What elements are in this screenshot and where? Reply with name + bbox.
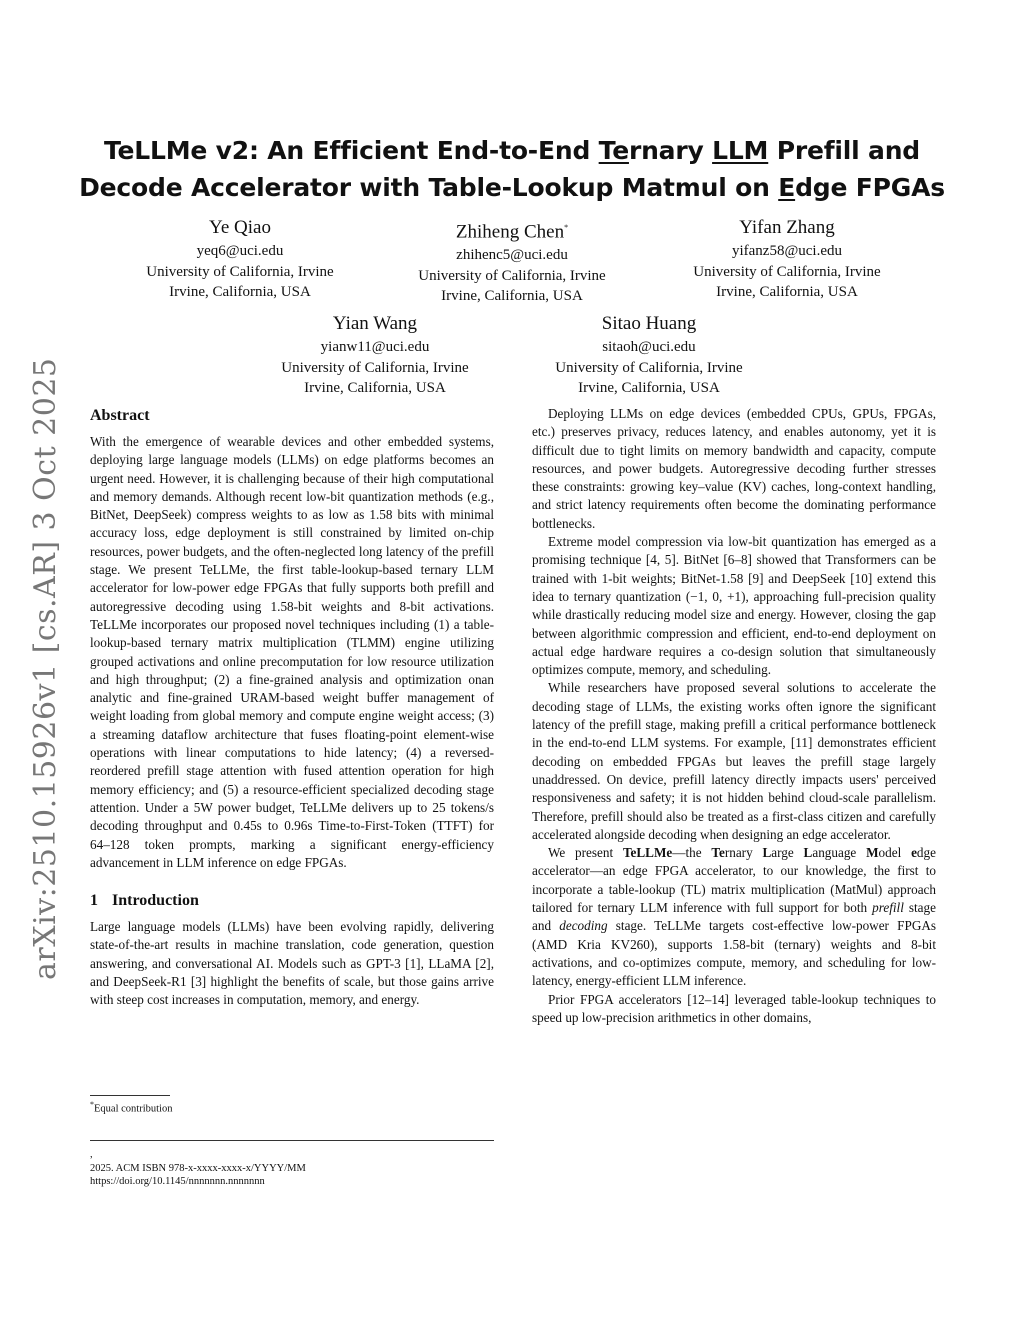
arxiv-stamp: arXiv:2510.15926v1 [cs.AR] 3 Oct 2025 [28, 357, 63, 980]
title-underline-e: E [778, 173, 796, 202]
author-affiliation: University of California, Irvine [146, 263, 334, 280]
footer-rule [90, 1140, 494, 1141]
acm-isbn: 2025. ACM ISBN 978-x-xxxx-xxxx-x/YYYY/MM [90, 1162, 306, 1174]
author-name: Yian Wang [332, 313, 418, 334]
author-location: Irvine, California, USA [441, 288, 583, 305]
author-block [225, 311, 525, 399]
body-paragraph: Prior FPGA accelerators [12–14] leveraged table-lookup techniques to speed up low-precision arithmetics in other domains, [532, 991, 936, 1025]
intro-paragraph: Large language models (LLMs) have been evolving rapidly, delivering state-of-the-art results in machine translation, code generation, question answering, and conversational AI. Models such as GPT-3 [1], LLaMA [2], and DeepSeek-R1 [3] highlight the benefits of scale, but those gains arrive with steep cost increases in computation, memory, and energy. [90, 919, 494, 1008]
body-paragraph: Extreme model compression via low-bit quantization has emerged as a promising technique [4, 5]. BitNet [6–8] showed that Transformers can be trained with 1-bit weights; BitNet-1.58 [9] and DeepSeek [10] extend this idea to ternary quantization (−1, 0, +1), approaching full-precision quality while drastically reducing model size and energy. However, closing the gap between algorithmic compression and efficient, end-to-end deployment on actual edge hardware requires a co-design solution that simultaneously optimizes compute, memory, and scheduling. [532, 534, 936, 678]
author-block [362, 215, 662, 307]
author-affiliation: University of California, Irvine [281, 359, 469, 376]
right-column [532, 405, 936, 1027]
acm-footer [90, 1148, 306, 1189]
title-underline-llm: LLM [712, 136, 769, 165]
author-location: Irvine, California, USA [716, 284, 858, 300]
author-email: yeq6@uci.edu [196, 243, 284, 259]
author-location: Irvine, California, USA [304, 380, 446, 396]
abstract-heading: Abstract [90, 407, 150, 424]
body-paragraph: Deploying LLMs on edge devices (embedded CPUs, GPUs, FPGAs, etc.) preserves privacy, reduces latency, and enables autonomy, yet it is difficult due to tight limits on memory bandwidth and capacity, compute resources, and power budgets. Autoregressive decoding further stresses these constraints: growing key–value (KV) caches, long-context handling, and strict latency requirements often become the dominating performance bottlenecks. [532, 406, 936, 531]
author-block [499, 311, 799, 399]
author-location: Irvine, California, USA [578, 380, 720, 396]
section-heading-introduction: 1 Introduction [90, 892, 199, 910]
footer-comma: , [90, 1149, 93, 1160]
paper-title: TeLLMe v2: An Efficient End-to-End Ternary LLM Prefill and Decode Accelerator with Table-Lookup Matmul on Edge FPGAs [79, 136, 945, 202]
author-name: Zhiheng Chen* [455, 221, 569, 243]
abstract-text: With the emergence of wearable devices and other embedded systems, deploying large language models (LLMs) on edge platforms becomes an urgent need. However, it is challenging because of their high computational and memory demands. Although recent low-bit quantization methods (e.g., BitNet, DeepSeek) compress weights to as low as 1.58 bits with minimal accuracy loss, edge deployment is still constrained by limited on-chip resources, power budgets, and the often-neglected long latency of the prefill stage. We present TeLLMe, the first table-lookup-based ternary LLM accelerator for low-power edge FPGAs that fully supports both prefill and autoregressive decoding using 1.58-bit weights and 8-bit activations. TeLLMe incorporates our proposed novel techniques including (1) a table-lookup-based ternary matrix multiplication (TLMM) engine utilizing grouped activations and online precomputation for low resource utilization and high throughput; (2) a fine-grained analysis and optimization onan analytic and fine-grained URAM-based weight buffer management of weight loading from global memory and compute engine weight access; (3) a streaming dataflow architecture that fuses floating-point element-wise operations with linear computations to hide latency; (4) a reversed-reordered prefill stage attention with fused attention operation for high memory efficiency; and (5) a resource-efficient specialized decoding stage attention. Under a 5W power budget, TeLLMe delivers up to 25 tokens/s decoding throughput and 0.45s to 0.96s Time-to-First-Token (TTFT) for 64–128 token prompts, marking a significant energy-efficiency advancement in LLM inference on edge FPGAs. [90, 434, 494, 870]
footnote: *Equal contribution [90, 1100, 173, 1115]
left-column [90, 405, 494, 1010]
body-paragraph: While researchers have proposed several solutions to accelerate the decoding stage of LLMs, the existing works often ignore the significant latency of the prefill stage, making prefill a critical performance bottleneck in the end-to-end LLM systems. For example, [11] demonstrates efficient decoding on embedded FPGAs but leaves the prefill stage largely unaddressed. On device, prefill latency directly impacts users' perceived responsiveness and safety; it is not hidden behind cloud-scale parallelism. Therefore, prefill should also be treated as a first-class citizen and carefully accelerated alongside decoding when designing an edge accelerator. [532, 680, 936, 842]
author-block [637, 215, 937, 303]
author-affiliation: University of California, Irvine [555, 359, 743, 376]
author-affiliation: University of California, Irvine [693, 263, 881, 280]
author-email: sitaoh@uci.edu [602, 339, 696, 355]
author-block [90, 215, 390, 303]
author-name: Ye Qiao [209, 217, 271, 238]
author-name: Yifan Zhang [739, 217, 835, 238]
author-email: yifanz58@uci.edu [731, 243, 843, 259]
author-name: Sitao Huang [601, 313, 697, 334]
author-location: Irvine, California, USA [169, 284, 311, 300]
doi-link[interactable]: https://doi.org/10.1145/nnnnnnn.nnnnnnn [90, 1176, 265, 1187]
footnote-rule [90, 1095, 170, 1096]
author-affiliation: University of California, Irvine [418, 267, 606, 284]
author-email: yianw11@uci.edu [320, 339, 430, 355]
author-email: zhihenc5@uci.edu [456, 247, 568, 264]
equal-contribution-mark: * [564, 223, 569, 232]
body-paragraph-present: We present TeLLMe—the Ternary Large Language Model edge accelerator—an edge FPGA accelerator, to our knowledge, the first to incorporate a table-lookup (TL) matrix multiplication (MatMul) approach tailored for ternary LLM inference with full support for both prefill stage and decoding stage. TeLLMe targets cost-effective low-power FPGAs (AMD Kria KV260), supports 1.58-bit (ternary) weights and 8-bit activations, and co-optimizes compute, memory, and scheduling for low-latency, energy-efficient LLM inference. [532, 845, 936, 989]
title-underline-te: Te [598, 136, 629, 165]
